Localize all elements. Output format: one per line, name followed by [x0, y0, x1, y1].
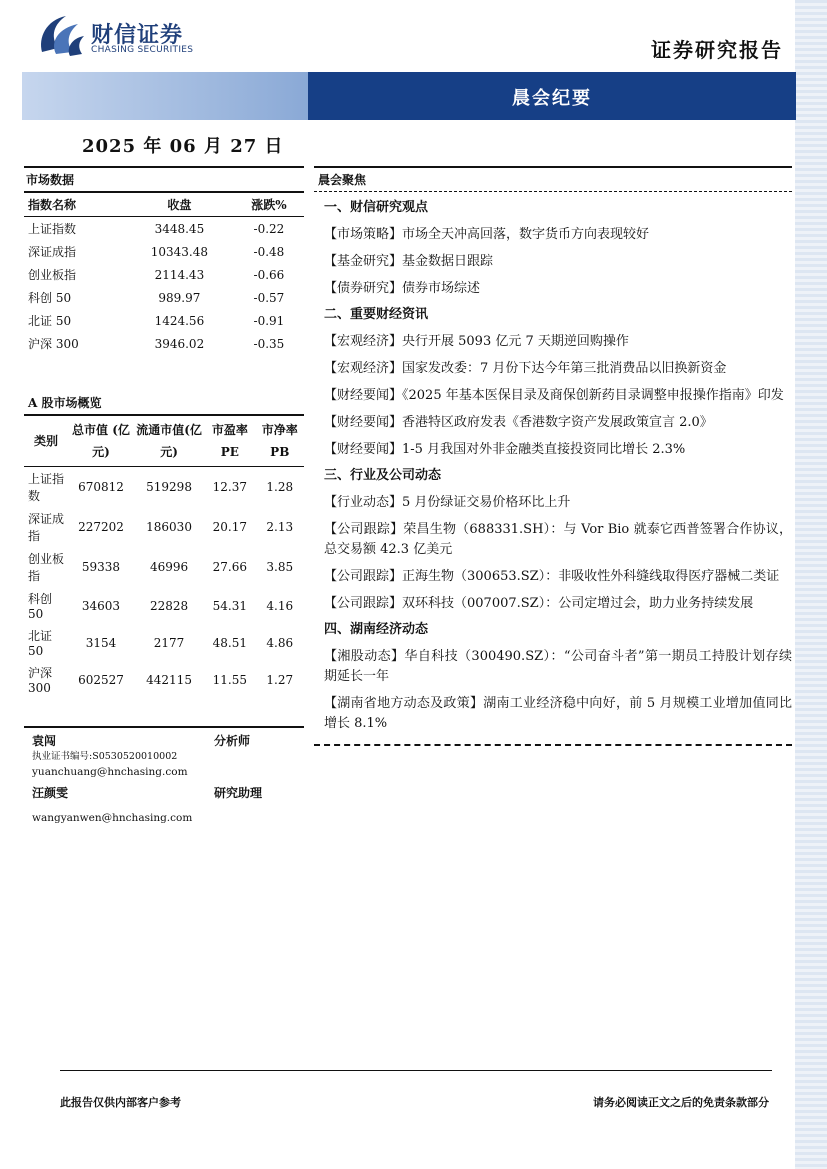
ashare-overview-table: [24, 416, 304, 698]
col-float-cap: 流通市值(亿元): [136, 423, 202, 459]
table-row: [24, 467, 304, 508]
banner-right-block: [308, 72, 796, 120]
index-name-cell: 上证指数: [28, 222, 77, 236]
float-cap-cell: 46996: [149, 560, 189, 574]
category-cell: 创业板指: [28, 552, 65, 583]
close-cell: 3946.02: [154, 336, 205, 351]
title-banner: [22, 72, 796, 120]
focus-item[interactable]: 【公司跟踪】正海生物（300653.SZ）：非吸收性外科缝线取得医疗器械二类证: [324, 569, 780, 584]
table-row: [24, 661, 304, 698]
col-change: 涨跌%: [251, 198, 287, 212]
change-cell: -0.91: [253, 313, 285, 328]
focus-end-divider: [314, 744, 792, 746]
focus-item[interactable]: 【行业动态】5 月份绿证交易价格环比上升: [324, 495, 571, 510]
left-column: [24, 166, 304, 826]
footer-note: 此报告仅供内部客户参考: [60, 1096, 181, 1109]
assistant-email[interactable]: wangyanwen@hnchasing.com: [32, 812, 193, 824]
pe-cell: 12.37: [212, 480, 247, 494]
focus-title: 晨会聚焦: [314, 166, 792, 192]
index-name-cell: 科创 50: [28, 291, 72, 305]
float-cap-cell: 519298: [146, 480, 192, 494]
focus-section-title: 二、重要财经资讯: [324, 307, 429, 322]
company-logo: [36, 12, 216, 62]
total-cap-cell: 227202: [78, 520, 124, 534]
focus-item[interactable]: 【宏观经济】国家发改委：7 月份下达今年第三批消费品以旧换新资金: [324, 361, 727, 376]
table-row: [24, 624, 304, 661]
pe-cell: 20.17: [212, 520, 247, 534]
footer-disclaimer: 请务必阅读正文之后的免责条款部分: [593, 1096, 769, 1109]
focus-item[interactable]: 【公司跟踪】双环科技（007007.SZ）：公司定增过会，助力业务持续发展: [324, 596, 754, 611]
pe-cell: 27.66: [212, 560, 247, 574]
banner-title: 晨会纪要: [512, 88, 592, 109]
change-cell: -0.35: [253, 336, 285, 351]
focus-section-title: 四、湖南经济动态: [324, 622, 429, 637]
col-pb: 市净率 PB: [261, 423, 298, 459]
report-date: 2025 年 06 月 27 日: [82, 136, 284, 157]
index-name-cell: 创业板指: [28, 268, 77, 282]
table-row: [24, 286, 304, 309]
table-row: [24, 507, 304, 547]
close-cell: 1424.56: [154, 313, 205, 328]
total-cap-cell: 59338: [81, 560, 121, 574]
analyst-role: 分析师: [214, 734, 251, 748]
banner-left-gradient: [22, 72, 308, 120]
total-cap-cell: 670812: [78, 480, 124, 494]
ashare-overview-title: A 股市场概览: [24, 391, 304, 416]
col-pe: 市盈率 PE: [211, 423, 248, 459]
decorative-side-stripe: [795, 0, 827, 1169]
table-row: [24, 332, 304, 355]
category-cell: 沪深 300: [28, 666, 53, 695]
focus-item[interactable]: 【公司跟踪】荣昌生物（688331.SH）：与 Vor Bio 就泰它西普签署合作协议，总交易额 42.3 亿美元: [324, 522, 792, 557]
right-column: [314, 166, 792, 746]
col-close: 收盘: [167, 198, 192, 212]
logo-english-name: CHASING SECURITIES: [91, 45, 194, 55]
pe-cell: 54.31: [212, 598, 247, 613]
focus-item[interactable]: 【湖南省地方动态及政策】湖南工业经济稳中向好，前 5 月规模工业增加值同比增长 8.1%: [324, 696, 792, 731]
assistant-name: 汪颜雯: [32, 786, 69, 800]
pb-cell: 4.86: [266, 635, 294, 650]
focus-item[interactable]: 【市场策略】市场全天冲高回落，数字货币方向表现较好: [324, 227, 650, 242]
pb-cell: 1.27: [266, 672, 294, 687]
col-total-cap: 总市值 (亿元): [72, 423, 130, 459]
table-row: [24, 263, 304, 286]
analyst-block: [24, 726, 304, 826]
focus-section-title: 三、行业及公司动态: [324, 468, 442, 483]
category-cell: 北证 50: [28, 629, 53, 658]
category-cell: 上证指数: [28, 472, 65, 503]
footer-divider: [60, 1070, 772, 1071]
focus-item[interactable]: 【财经要闻】香港特区政府发表《香港数字资产发展政策宣言 2.0》: [324, 415, 713, 430]
logo-chinese-name: 财信证券: [91, 23, 184, 48]
table-row: [24, 547, 304, 587]
table-row: [24, 240, 304, 263]
float-cap-cell: 186030: [146, 520, 192, 534]
assistant-role: 研究助理: [214, 786, 263, 800]
float-cap-cell: 442115: [146, 672, 192, 687]
analyst-cert: 执业证书编号:S0530520010002: [32, 751, 178, 762]
focus-item[interactable]: 【湘股动态】华自科技（300490.SZ）：“公司奋斗者”第一期员工持股计划存续期延长一年: [324, 649, 792, 684]
close-cell: 3448.45: [154, 221, 205, 236]
change-cell: -0.57: [253, 290, 285, 305]
col-index-name: 指数名称: [28, 198, 77, 212]
pb-cell: 1.28: [266, 480, 294, 494]
pb-cell: 3.85: [266, 560, 294, 574]
pe-cell: 11.55: [212, 672, 247, 687]
market-data-title: 市场数据: [24, 166, 304, 193]
report-type: 证券研究报告: [651, 38, 783, 62]
change-cell: -0.22: [253, 221, 285, 236]
focus-item[interactable]: 【债券研究】债券市场综述: [324, 281, 481, 296]
pe-cell: 48.51: [212, 635, 247, 650]
table-row: [24, 309, 304, 332]
float-cap-cell: 22828: [149, 598, 189, 613]
focus-content: [314, 198, 792, 734]
index-name-cell: 北证 50: [28, 314, 72, 328]
close-cell: 989.97: [158, 290, 201, 305]
total-cap-cell: 3154: [85, 635, 117, 650]
table-header-row: [24, 416, 304, 467]
logo-mark-icon: [36, 12, 86, 58]
table-header-row: [24, 193, 304, 217]
close-cell: 10343.48: [150, 244, 209, 259]
index-name-cell: 深证成指: [28, 245, 77, 259]
analyst-name: 袁闯: [32, 734, 57, 748]
focus-section-title: 一、财信研究观点: [324, 200, 429, 215]
pb-cell: 2.13: [266, 520, 294, 534]
table-row: [24, 587, 304, 624]
change-cell: -0.66: [253, 267, 285, 282]
pb-cell: 4.16: [266, 598, 294, 613]
close-cell: 2114.43: [154, 267, 205, 282]
category-cell: 深证成指: [28, 512, 65, 543]
total-cap-cell: 34603: [81, 598, 121, 613]
focus-item[interactable]: 【基金研究】基金数据日跟踪: [324, 254, 494, 269]
table-row: [24, 217, 304, 241]
col-category: 类别: [33, 434, 58, 448]
focus-item[interactable]: 【财经要闻】1-5 月我国对外非金融类直接投资同比增长 2.3%: [324, 442, 686, 457]
analyst-email[interactable]: yuanchuang@hnchasing.com: [32, 766, 188, 778]
focus-item[interactable]: 【财经要闻】《2025 年基本医保目录及商保创新药目录调整申报操作指南》印发: [324, 388, 784, 403]
index-name-cell: 沪深 300: [28, 337, 79, 351]
focus-item[interactable]: 【宏观经济】央行开展 5093 亿元 7 天期逆回购操作: [324, 334, 629, 349]
market-data-table: [24, 193, 304, 355]
float-cap-cell: 2177: [153, 635, 185, 650]
change-cell: -0.48: [253, 244, 285, 259]
category-cell: 科创 50: [28, 592, 53, 621]
total-cap-cell: 602527: [78, 672, 124, 687]
